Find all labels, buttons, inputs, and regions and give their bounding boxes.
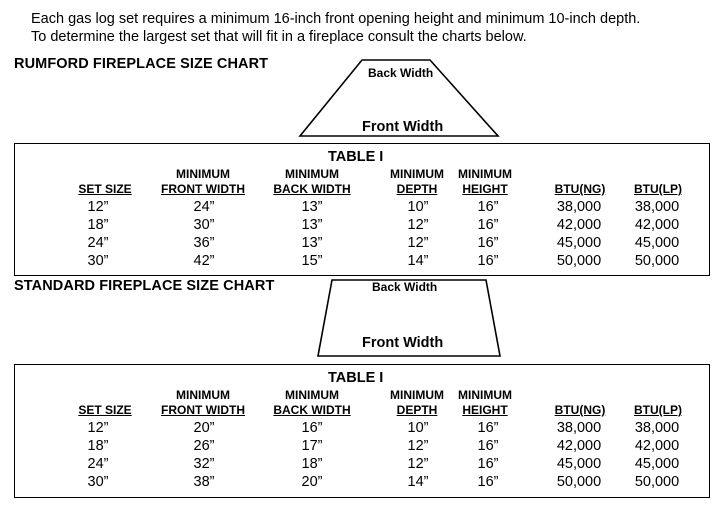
cell-btu-ng: 42,000 — [556, 217, 602, 233]
header-front-width — [153, 167, 253, 197]
header-back-width — [266, 388, 358, 418]
header-btu-lp — [625, 403, 691, 418]
header-back-top: MINIMUM — [285, 167, 339, 181]
cell-btu-ng: 42,000 — [556, 438, 602, 454]
rumford-table — [14, 143, 710, 276]
cell-back: 15” — [301, 253, 323, 269]
table-row — [15, 216, 709, 234]
cell-btu-lp: 50,000 — [634, 474, 680, 490]
header-depth — [382, 388, 452, 418]
cell-back: 18” — [301, 456, 323, 472]
cell-set: 18” — [87, 438, 109, 454]
cell-btu-lp: 45,000 — [634, 235, 680, 251]
header-depth-top: MINIMUM — [390, 388, 444, 402]
cell-set: 12” — [87, 420, 109, 436]
header-back-width — [266, 167, 358, 197]
cell-btu-lp: 38,000 — [634, 420, 680, 436]
cell-set: 24” — [87, 235, 109, 251]
standard-table — [14, 364, 710, 498]
cell-btu-ng: 50,000 — [556, 474, 602, 490]
standard-front-width-label: Front Width — [362, 335, 444, 351]
header-back-bottom: BACK WIDTH — [273, 403, 351, 417]
intro-line-1: Each gas log set requires a minimum 16-inch front opening height and minimum 10-inch depth. — [31, 11, 641, 27]
header-btu-lp-text: BTU(LP) — [634, 182, 682, 196]
cell-front: 32” — [193, 456, 215, 472]
cell-depth: 10” — [407, 199, 429, 215]
cell-height: 16” — [477, 199, 499, 215]
cell-back: 13” — [301, 235, 323, 251]
cell-back: 13” — [301, 199, 323, 215]
cell-set: 30” — [87, 253, 109, 269]
rumford-front-width-label: Front Width — [362, 119, 444, 135]
header-btu-lp — [625, 182, 691, 197]
cell-btu-ng: 45,000 — [556, 235, 602, 251]
cell-back: 16” — [301, 420, 323, 436]
header-height — [453, 167, 517, 197]
cell-btu-lp: 50,000 — [634, 253, 680, 269]
rumford-title: RUMFORD FIREPLACE SIZE CHART — [14, 56, 269, 72]
header-front-bottom: FRONT WIDTH — [161, 182, 245, 196]
cell-back: 17” — [301, 438, 323, 454]
header-btu-ng — [547, 403, 613, 418]
header-back-top: MINIMUM — [285, 388, 339, 402]
standard-back-width-label: Back Width — [372, 280, 438, 294]
table-row — [15, 419, 709, 437]
standard-table-title: TABLE I — [328, 370, 384, 386]
cell-btu-lp: 38,000 — [634, 199, 680, 215]
header-height-top: MINIMUM — [458, 388, 512, 402]
header-set-size-text: SET SIZE — [78, 182, 132, 196]
cell-height: 16” — [477, 474, 499, 490]
table-row — [15, 252, 709, 270]
table-row — [15, 234, 709, 252]
cell-front: 24” — [193, 199, 215, 215]
cell-depth: 14” — [407, 253, 429, 269]
cell-front: 30” — [193, 217, 215, 233]
header-btu-ng-text: BTU(NG) — [554, 403, 606, 417]
cell-depth: 12” — [407, 456, 429, 472]
cell-front: 42” — [193, 253, 215, 269]
cell-front: 38” — [193, 474, 215, 490]
header-btu-ng — [547, 182, 613, 197]
header-depth-bottom: DEPTH — [396, 403, 438, 417]
header-set-size-text: SET SIZE — [78, 403, 132, 417]
cell-height: 16” — [477, 420, 499, 436]
cell-height: 16” — [477, 438, 499, 454]
header-front-top: MINIMUM — [176, 388, 230, 402]
cell-btu-lp: 42,000 — [634, 438, 680, 454]
header-depth — [382, 167, 452, 197]
cell-height: 16” — [477, 456, 499, 472]
cell-back: 13” — [301, 217, 323, 233]
cell-front: 26” — [193, 438, 215, 454]
header-height-bottom: HEIGHT — [462, 403, 508, 417]
cell-btu-ng: 38,000 — [556, 420, 602, 436]
cell-btu-ng: 50,000 — [556, 253, 602, 269]
cell-set: 12” — [87, 199, 109, 215]
rumford-back-width-label: Back Width — [368, 66, 434, 80]
cell-depth: 12” — [407, 217, 429, 233]
header-btu-ng-text: BTU(NG) — [554, 182, 606, 196]
cell-front: 36” — [193, 235, 215, 251]
table-row — [15, 437, 709, 455]
cell-depth: 12” — [407, 235, 429, 251]
header-depth-bottom: DEPTH — [396, 182, 438, 196]
cell-height: 16” — [477, 217, 499, 233]
cell-depth: 10” — [407, 420, 429, 436]
table-row — [15, 198, 709, 216]
cell-btu-lp: 42,000 — [634, 217, 680, 233]
header-set-size — [65, 182, 145, 197]
cell-btu-ng: 38,000 — [556, 199, 602, 215]
cell-btu-lp: 45,000 — [634, 456, 680, 472]
header-btu-lp-text: BTU(LP) — [634, 403, 682, 417]
header-set-size — [65, 403, 145, 418]
intro-line-2: To determine the largest set that will fit in a fireplace consult the charts below. — [31, 29, 527, 45]
table-row — [15, 455, 709, 473]
cell-height: 16” — [477, 235, 499, 251]
table-row — [15, 473, 709, 491]
header-depth-top: MINIMUM — [390, 167, 444, 181]
header-front-width — [153, 388, 253, 418]
cell-set: 18” — [87, 217, 109, 233]
header-front-top: MINIMUM — [176, 167, 230, 181]
standard-title: STANDARD FIREPLACE SIZE CHART — [14, 278, 275, 294]
cell-depth: 12” — [407, 438, 429, 454]
cell-height: 16” — [477, 253, 499, 269]
header-front-bottom: FRONT WIDTH — [161, 403, 245, 417]
cell-btu-ng: 45,000 — [556, 456, 602, 472]
cell-depth: 14” — [407, 474, 429, 490]
header-height-bottom: HEIGHT — [462, 182, 508, 196]
header-back-bottom: BACK WIDTH — [273, 182, 351, 196]
header-height — [453, 388, 517, 418]
cell-back: 20” — [301, 474, 323, 490]
header-height-top: MINIMUM — [458, 167, 512, 181]
rumford-table-title: TABLE I — [328, 149, 384, 165]
cell-set: 30” — [87, 474, 109, 490]
cell-set: 24” — [87, 456, 109, 472]
cell-front: 20” — [193, 420, 215, 436]
